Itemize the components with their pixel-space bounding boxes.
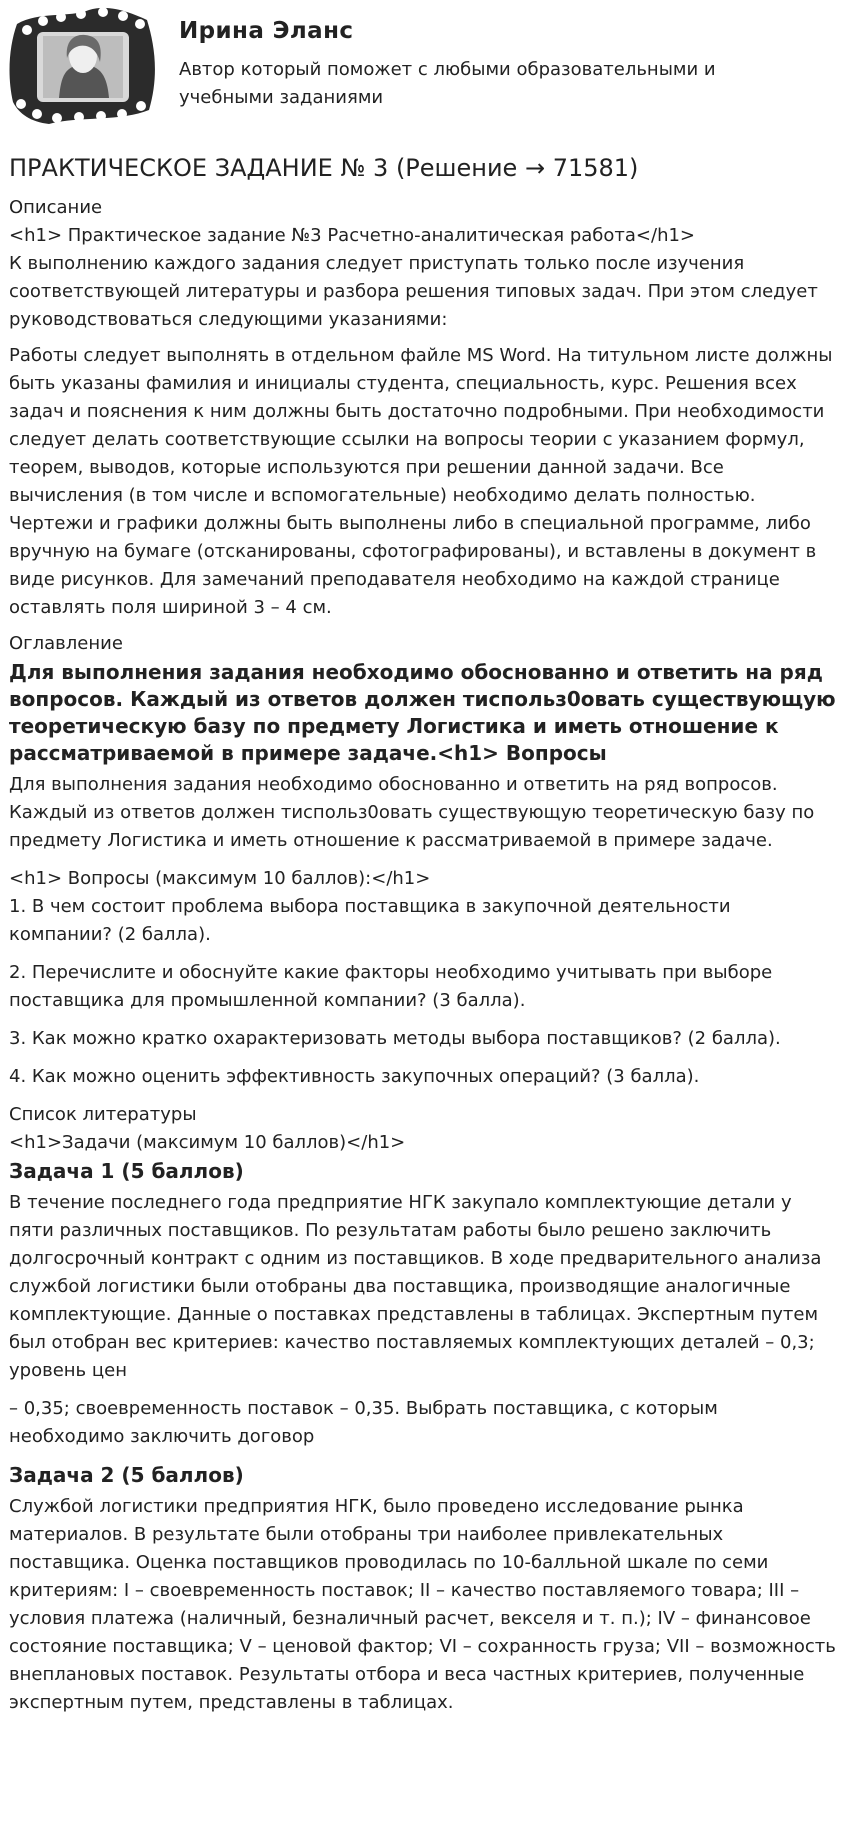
page-title: ПРАКТИЧЕСКОЕ ЗАДАНИЕ № 3 (Решение → 71581) xyxy=(9,154,639,182)
task-2-text: Службой логистики предприятия НГК, было проведено исследование рынка материалов. В результате были отобраны три наиболее привлекательных поставщика. Оценка поставщиков проводилась по 10-балльной шкале по семи критериям: I – своевременность поставок; II – качество поставляемого товара; III – условия платежа (наличный, безналичный расчет, векселя и т. п.); IV – финансовое состояние поставщика; V – ценовой фактор; VI – сохранность груза; VII – возможность внеплановых поставок. Результаты отбора и веса частных критериев, полученные экспертным путем, представлены в таблицах. xyxy=(9,1496,836,1713)
intro-paragraph: К выполнению каждого задания следует приступать только после изучения соответствующей литературы и разбора решения типовых задач. При этом следует руководствоваться следующими указаниями: xyxy=(9,253,818,330)
question-item: 1. В чем состоит проблема выбора поставщика в закупочной деятельности компании? (2 балла). xyxy=(9,896,731,945)
literature-label: Список литературы xyxy=(9,1104,197,1125)
description-heading: <h1> Практическое задание №3 Расчетно-аналитическая работа</h1> xyxy=(9,225,696,246)
task-2-title: Задача 2 (5 баллов) xyxy=(9,1463,244,1487)
task-1-text: В течение последнего года предприятие НГК закупало комплектующие детали у пяти различных поставщиков. По результатам работы было решено заключить долгосрочный контракт с одним из поставщиков. В ходе предварительного анализа службой логистики были отобраны два поставщика, производящие аналогичные комплектующие. Данные о поставках представлены в таблицах. Экспертным путем был отобран вес критериев: качество поставляемых комплектующих деталей – 0,3; уровень цен xyxy=(9,1192,822,1381)
toc-label: Оглавление xyxy=(9,633,123,654)
description-label: Описание xyxy=(9,197,103,218)
film-frame-icon xyxy=(9,6,159,126)
author-card xyxy=(9,0,838,134)
toc-bold-paragraph: Для выполнения задания необходимо обоснованно и ответить на ряд вопросов. Каждый из ответов должен тиспольз0овать существующую теоретическую базу по предмету Логистика и иметь отношение к рассматриваемой в примере задаче.<h1> Вопросы xyxy=(9,660,836,765)
author-name: Ирина Эланс xyxy=(179,18,354,44)
tasks-heading: <h1>Задачи (максимум 10 баллов)</h1> xyxy=(9,1132,406,1153)
toc-paragraph: Для выполнения задания необходимо обоснованно и ответить на ряд вопросов. Каждый из ответов должен тиспольз0овать существующую теоретическую базу по предмету Логистика и иметь отношение к рассматриваемой в примере задаче. xyxy=(9,774,815,851)
questions-heading: <h1> Вопросы (максимум 10 баллов):</h1> xyxy=(9,868,431,889)
avatar xyxy=(9,6,179,126)
question-item: 4. Как можно оценить эффективность закупочных операций? (3 балла). xyxy=(9,1066,700,1087)
author-info xyxy=(179,6,799,112)
question-item: 2. Перечислите и обоснуйте какие факторы необходимо учитывать при выборе поставщика для промышленной компании? (3 балла). xyxy=(9,962,773,1011)
task-1-text-continued: – 0,35; своевременность поставок – 0,35. Выбрать поставщика, с которым необходимо заключить договор xyxy=(9,1398,718,1447)
task-1-title: Задача 1 (5 баллов) xyxy=(9,1159,244,1183)
author-description: Автор который поможет с любыми образовательными и учебными заданиями xyxy=(179,59,716,108)
rules-paragraph: Работы следует выполнять в отдельном файле MS Word. На титульном листе должны быть указаны фамилия и инициалы студента, специальность, курс. Решения всех задач и пояснения к ним должны быть достаточно подробными. При необходимости следует делать соответствующие ссылки на вопросы теории с указанием формул, теорем, выводов, которые используются при решении данной задачи. Все вычисления (в том числе и вспомогательные) необходимо делать полностью. Чертежи и графики должны быть выполнены либо в специальной программе, либо вручную на бумаге (отсканированы, сфотографированы), и вставлены в документ в виде рисунков. Для замечаний преподавателя необходимо на каждой странице оставлять поля шириной 3 – 4 см. xyxy=(9,345,833,618)
question-item: 3. Как можно кратко охарактеризовать методы выбора поставщиков? (2 балла). xyxy=(9,1028,781,1049)
